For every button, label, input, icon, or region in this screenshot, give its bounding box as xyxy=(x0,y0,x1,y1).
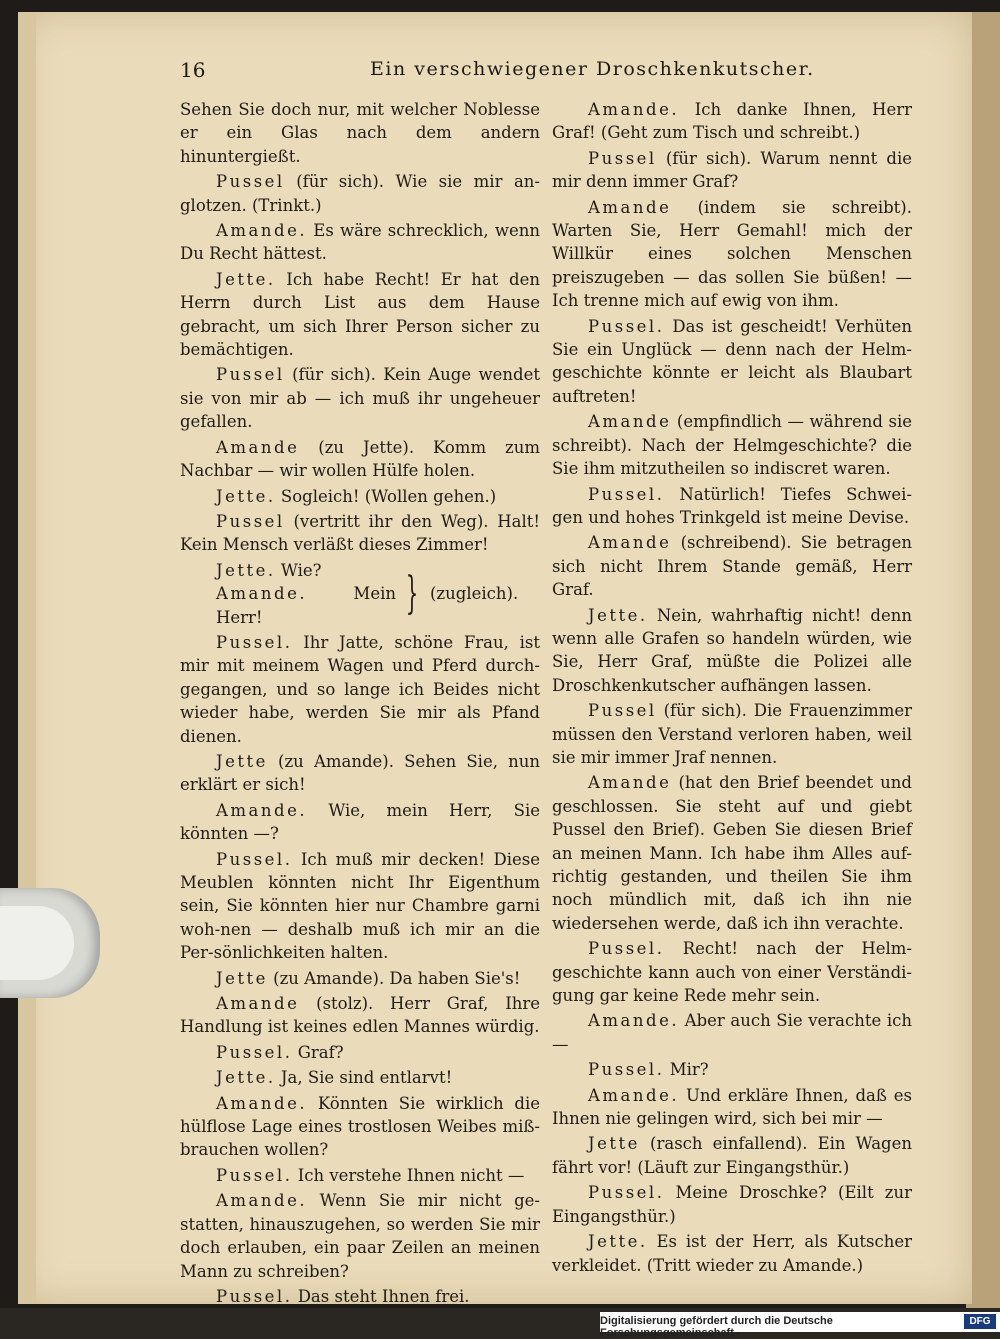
speaker-name: Amande. xyxy=(588,1085,680,1105)
left-text-column xyxy=(180,98,540,1310)
dialogue-paragraph xyxy=(180,170,540,217)
speaker-name: Amande. xyxy=(216,800,308,820)
dialogue-paragraph xyxy=(180,485,540,508)
dialogue-text: Sogleich! (Wollen gehen.) xyxy=(275,486,497,506)
speaker-name: Pussel xyxy=(216,172,285,192)
right-text-column xyxy=(552,98,912,1279)
dialogue-text: Ich verstehe Ihnen nicht — xyxy=(292,1165,525,1185)
dialogue-paragraph xyxy=(180,98,540,168)
dialogue-paragraph xyxy=(180,510,540,557)
dialogue-text: Meine Droschke? (Eilt zur Eingangsthür.) xyxy=(552,1183,912,1226)
dialogue-text: (für sich). Die Frauenzimmer müssen den Verstand verloren haben, weil sie mir immer Jraf nennen. xyxy=(552,701,912,767)
dialogue-paragraph xyxy=(552,410,912,480)
dialogue-paragraph xyxy=(180,1066,540,1089)
dialogue-paragraph xyxy=(180,631,540,748)
page-number: 16 xyxy=(180,58,206,82)
dialogue-text: (vertritt ihr den Weg). Halt! Kein Mensch verläßt dieses Zimmer! xyxy=(180,511,540,555)
dialogue-text: (für sich). Wie sie mir an-glotzen. (Trinkt.) xyxy=(180,172,540,215)
dialogue-paragraph xyxy=(180,1092,540,1162)
speaker-name: Amande. xyxy=(216,584,308,604)
speaker-name: Pussel. xyxy=(216,849,293,869)
dialogue-paragraph xyxy=(552,699,912,769)
dialogue-paragraph xyxy=(180,1285,540,1308)
dialogue-paragraph xyxy=(180,799,540,846)
speaker-name: Amande. xyxy=(216,1191,308,1211)
dialogue-text: Nein, wahrhaftig nicht! denn wenn alle Grafen so handeln würden, wie Sie, Herr Graf, müßte die Polizei alle Droschkenkutscher aufhängen lassen. xyxy=(552,605,912,695)
dialogue-paragraph xyxy=(552,1181,912,1228)
speaker-name: Pussel. xyxy=(216,1165,293,1185)
dialogue-paragraph xyxy=(552,937,912,1007)
dialogue-text: (stolz). Herr Graf, Ihre Handlung ist keines edlen Mannes würdig. xyxy=(180,994,540,1037)
dialogue-text: (zu Amande). Sehen Sie, nun erklärt er sich! xyxy=(180,751,540,795)
simultaneous-lines xyxy=(180,559,540,629)
dialogue-text: Ich habe Recht! Er hat den Herrn durch List aus dem Hause gebracht, um sich Ihrer Person sicher zu bemächtigen. xyxy=(180,269,540,360)
dialogue-paragraph xyxy=(180,436,540,483)
dialogue-text: (hat den Brief beendet und geschlossen. Sie steht auf und giebt Pussel den Brief). Geben Sie diesen Brief an meinen Mann. Ich habe ihm Alles auf-richtig gestanden, und theilen Sie ihm noch mündlich mit, daß ich ihn nie wiedersehen werde, daß ich ihn verachte. xyxy=(552,773,912,933)
dialogue-text: Recht! nach der Helm-geschichte kann auch von einer Verständi-gung gar keine Rede mehr sein. xyxy=(552,939,912,1006)
speaker-name: Jette xyxy=(588,1134,640,1154)
dialogue-text: (für sich). Warum nennt die mir denn immer Graf? xyxy=(552,148,912,192)
dialogue-paragraph xyxy=(552,604,912,698)
page-clip-inner xyxy=(0,906,74,980)
speaker-name: Amande xyxy=(588,533,672,553)
speaker-name: Jette. xyxy=(216,560,276,580)
speaker-name: Jette. xyxy=(588,1232,648,1252)
dialogue-paragraph xyxy=(552,1230,912,1277)
speaker-name: Amande. xyxy=(588,1011,680,1031)
dialogue-text: Wie, mein Herr, Sie könnten —? xyxy=(180,800,540,844)
dialogue-text: Mein Herr! xyxy=(216,584,396,627)
page-header xyxy=(180,58,920,88)
dialogue-text: (schreibend). Sie betragen sich nicht Ihrem Stande gemäß, Herr Graf. xyxy=(552,533,912,600)
speaker-name: Amande xyxy=(588,412,672,432)
speaker-name: Jette. xyxy=(216,486,276,506)
dialogue-text: Und erkläre Ihnen, daß es Ihnen nie gelingen wird, sich bei mir — xyxy=(552,1085,912,1129)
dialogue-text: Es wäre schrecklich, wenn Du Recht hättest. xyxy=(180,221,540,264)
speaker-name: Pussel. xyxy=(588,939,665,959)
dialogue-text: Wie? xyxy=(275,560,322,580)
dialogue-paragraph xyxy=(552,483,912,530)
dialogue-paragraph xyxy=(552,196,912,313)
dialogue-paragraph xyxy=(552,1132,912,1179)
dialogue-text: Natürlich! Tiefes Schwei-gen und hohes Trinkgeld ist meine Devise. xyxy=(552,484,912,527)
dialogue-text: Das steht Ihnen frei. xyxy=(292,1286,470,1306)
speaker-name: Pussel xyxy=(216,365,285,385)
dialogue-text: (für sich). Kein Auge wendet sie von mir ab — ich muß ihr ungeheuer gefallen. xyxy=(180,365,540,432)
dialogue-text: Ich muß mir decken! Diese Meublen könnten nicht Ihr Eigenthum sein, Sie könnten hier nur Chambre garni woh-nen — deshalb muß ich mir an die Per-sönlichkeiten halten. xyxy=(180,849,540,963)
speaker-name: Amande xyxy=(588,197,672,217)
dialogue-paragraph xyxy=(552,1058,912,1081)
speaker-name: Jette. xyxy=(216,269,276,289)
speaker-name: Jette. xyxy=(216,1068,276,1088)
dialogue-paragraph xyxy=(180,1189,540,1283)
dialogue-paragraph xyxy=(552,315,912,409)
dialogue-text: Wenn Sie mir nicht ge-statten, hinauszugehen, so werden Sie mir doch erlauben, ein paar Zeilen an meinen Mann zu schreiben? xyxy=(180,1191,540,1281)
dialogue-text: (rasch einfallend). Ein Wagen fährt vor! (Läuft zur Eingangsthür.) xyxy=(552,1134,912,1177)
speaker-name: Pussel. xyxy=(216,1042,293,1062)
dialogue-text: Graf? xyxy=(292,1042,344,1062)
dialogue-paragraph xyxy=(180,967,540,990)
dialogue-paragraph xyxy=(552,1009,912,1056)
dialogue-text: (indem sie schreibt). Warten Sie, Herr Gemahl! mich der Willkür eines solchen Menschen preiszugeben — das sollen Sie büßen! — Ich trenne mich auf ewig von ihm. xyxy=(552,197,912,311)
dfg-logo-icon: DFG xyxy=(964,1314,996,1329)
speaker-name: Amande. xyxy=(216,1093,308,1113)
running-title: Ein verschwiegener Droschkenkutscher. xyxy=(370,58,815,80)
dialogue-text: (empfindlich — während sie schreibt). Nach der Helmgeschichte? die Sie ihm mitzutheilen so indiscret waren. xyxy=(552,412,912,479)
speaker-name: Pussel. xyxy=(588,1060,665,1080)
dialogue-paragraph xyxy=(180,268,540,362)
speaker-name: Pussel xyxy=(588,701,657,721)
digitization-footer xyxy=(600,1312,1000,1339)
dialogue-text: Ja, Sie sind entlarvt! xyxy=(275,1068,453,1088)
dialogue-paragraph xyxy=(180,363,540,433)
speaker-name: Pussel. xyxy=(588,316,665,336)
speaker-name: Jette xyxy=(216,968,268,988)
speaker-name: Pussel. xyxy=(216,632,293,652)
speaker-name: Pussel. xyxy=(588,484,665,504)
speaker-name: Amande. xyxy=(588,100,680,119)
dialogue-paragraph xyxy=(180,219,540,266)
dialogue-paragraph xyxy=(180,750,540,797)
dialogue-text: (zu Jette). Komm zum Nachbar — wir wollen Hülfe holen. xyxy=(180,437,540,481)
dialogue-text: Ihr Jatte, schöne Frau, ist mir mit meinem Wagen und Pferd durch-gegangen, und so lange ich Beides nicht wieder habe, werden Sie mir als Pfand dienen. xyxy=(180,632,540,746)
speaker-name: Amande xyxy=(216,437,300,457)
dfg-credit: Digitalisierung gefördert durch die Deutsche Forschungsgemeinschaft - xyxy=(600,1315,833,1339)
speaker-name: Amande. xyxy=(216,221,308,241)
simultaneous-note: (zugleich). xyxy=(430,584,519,604)
dialogue-paragraph xyxy=(552,147,912,194)
dialogue-text: Mir? xyxy=(664,1060,709,1080)
dialogue-text: Könnten Sie wirklich die hülflose Lage eines trostlosen Weibes miß-brauchen wollen? xyxy=(180,1093,540,1160)
dialogue-paragraph xyxy=(552,531,912,601)
dialogue-text: Das ist gescheidt! Verhüten Sie ein Unglück — denn nach der Helm-geschichte könnte er leicht als Blaubart auftreten! xyxy=(552,316,912,406)
speaker-name: Pussel xyxy=(588,148,657,168)
speaker-name: Pussel. xyxy=(588,1183,665,1203)
dialogue-paragraph xyxy=(180,848,540,965)
dialogue-paragraph xyxy=(552,98,912,145)
dialogue-text: Aber auch Sie verachte ich — xyxy=(552,1011,912,1054)
dialogue-text: Sehen Sie doch nur, mit welcher Noblesse er ein Glas nach dem andern hinuntergießt. xyxy=(180,100,540,166)
brace-glyph: } xyxy=(405,567,419,619)
dialogue-text: Ich danke Ihnen, Herr Graf! (Geht zum Tisch und schreibt.) xyxy=(552,100,912,143)
simultaneous-line xyxy=(216,559,396,582)
dialogue-paragraph xyxy=(552,771,912,935)
speaker-name: Jette xyxy=(216,751,268,771)
page-gutter xyxy=(18,12,36,1304)
dialogue-paragraph xyxy=(180,1041,540,1064)
speaker-name: Pussel xyxy=(216,511,285,531)
speaker-name: Amande xyxy=(588,773,672,793)
simultaneous-line xyxy=(216,582,396,629)
dialogue-paragraph xyxy=(552,1084,912,1131)
speaker-name: Amande xyxy=(216,994,300,1014)
dialogue-paragraph xyxy=(180,1164,540,1187)
dialogue-text: Es ist der Herr, als Kutscher verkleidet. (Tritt wieder zu Amande.) xyxy=(552,1232,912,1275)
speaker-name: Jette. xyxy=(588,605,648,625)
dialogue-paragraph xyxy=(180,992,540,1039)
dialogue-text: (zu Amande). Da haben Sie's! xyxy=(267,968,521,988)
speaker-name: Pussel. xyxy=(216,1286,293,1306)
